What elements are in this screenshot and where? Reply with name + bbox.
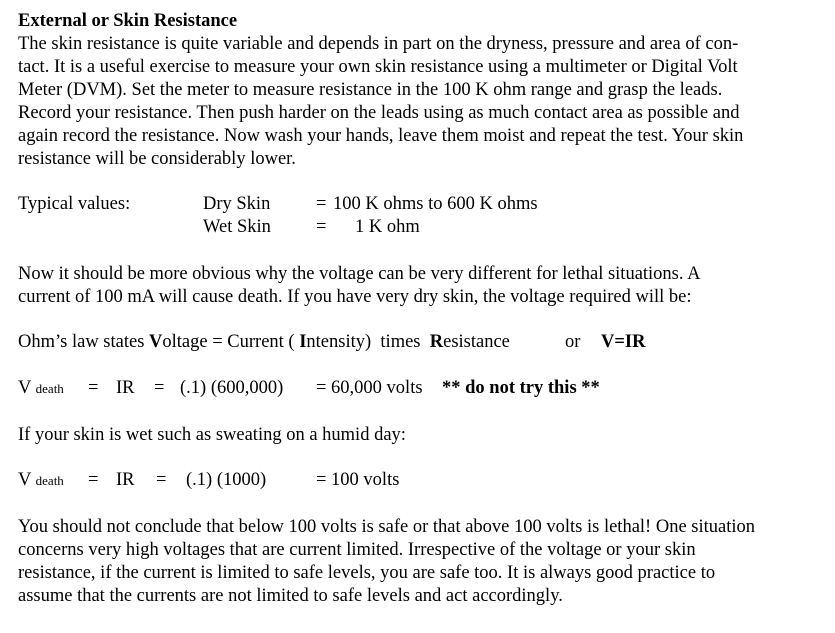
equals-sign: = (88, 470, 99, 490)
intro-line: The skin resistance is quite variable and depends in part on the dryness, pressure and area of con- (18, 34, 739, 54)
intensity-rest: ntensity) times (306, 332, 430, 352)
intro-line: Record your resistance. Then push harder on the leads using as much contact area as possible and (18, 103, 740, 123)
typical-row-wet (18, 217, 823, 240)
v-symbol: V (18, 378, 32, 398)
document-page (18, 10, 823, 608)
section-title: External or Skin Resistance (18, 11, 238, 31)
intro-line: resistance will be considerably lower. (18, 149, 296, 169)
ir-symbol: IR (116, 470, 135, 490)
skin-type-dry: Dry Skin (203, 194, 271, 214)
or-word: or (565, 332, 581, 352)
conclusion-line: You should not conclude that below 100 volts is safe or that above 100 volts is lethal! One situation (18, 517, 756, 537)
calc-wet-skin (18, 470, 823, 493)
wet-intro: If your skin is wet such as sweating on a humid day: (18, 425, 406, 445)
intro-line: tact. It is a useful exercise to measure your own skin resistance using a multimeter or Digital Volt (18, 57, 738, 77)
equals-sign: = (316, 217, 327, 237)
equals-sign: = (156, 470, 167, 490)
v-death-label (18, 378, 64, 399)
conclusion-line: concerns very high voltages that are current limited. Irrespective of the voltage or your skin (18, 540, 696, 560)
intro-line: again record the resistance. Now wash your hands, leave them moist and repeat the test. Your skin (18, 126, 744, 146)
ohms-law-text (18, 332, 510, 353)
intro-line: Meter (DVM). Set the meter to measure resistance in the 100 K ohm range and grasp the leads. (18, 80, 723, 100)
conclusion-line: assume that the currents are not limited to safe levels and act accordingly. (18, 586, 563, 606)
wet-result: = 100 volts (316, 470, 400, 490)
lethal-line: Now it should be more obvious why the voltage can be very different for lethal situations. A (18, 264, 701, 284)
v-death-label (18, 470, 64, 491)
formula-vir: V=IR (601, 332, 646, 352)
voltage-rest: oltage = Current ( (162, 332, 300, 352)
conclusion-line: resistance, if the current is limited to safe levels, you are safe too. It is always good practice to (18, 563, 716, 583)
lethal-paragraph (18, 263, 823, 309)
intensity-initial: I (299, 332, 307, 352)
v-symbol: V (18, 470, 32, 490)
death-subscript: death (35, 381, 64, 396)
dry-skin-value: 100 K ohms to 600 K ohms (333, 194, 538, 214)
typical-label: Typical values: (18, 194, 131, 214)
typical-row-dry (18, 194, 823, 217)
death-subscript: death (35, 473, 64, 488)
equals-sign: = (316, 194, 327, 214)
equals-sign: = (88, 378, 99, 398)
dry-expression: (.1) (600,000) (180, 378, 284, 398)
typical-values-table (18, 194, 823, 240)
resistance-rest: esistance (443, 332, 510, 352)
resistance-initial: R (429, 332, 444, 352)
conclusion-paragraph (18, 516, 823, 608)
wet-expression: (.1) (1000) (186, 470, 267, 490)
ohms-law-statement (18, 332, 823, 355)
voltage-initial: V (149, 332, 163, 352)
warning-text: ** do not try this ** (442, 378, 600, 398)
intro-paragraph (18, 33, 823, 171)
skin-type-wet: Wet Skin (203, 217, 271, 237)
ohms-law-prefix: Ohm’s law states (18, 332, 150, 352)
wet-skin-value: 1 K ohm (355, 217, 420, 237)
lethal-line: current of 100 mA will cause death. If you have very dry skin, the voltage required will be: (18, 287, 692, 307)
calc-dry-skin (18, 378, 823, 401)
dry-result: = 60,000 volts (316, 378, 423, 398)
ir-symbol: IR (116, 378, 135, 398)
equals-sign: = (154, 378, 165, 398)
